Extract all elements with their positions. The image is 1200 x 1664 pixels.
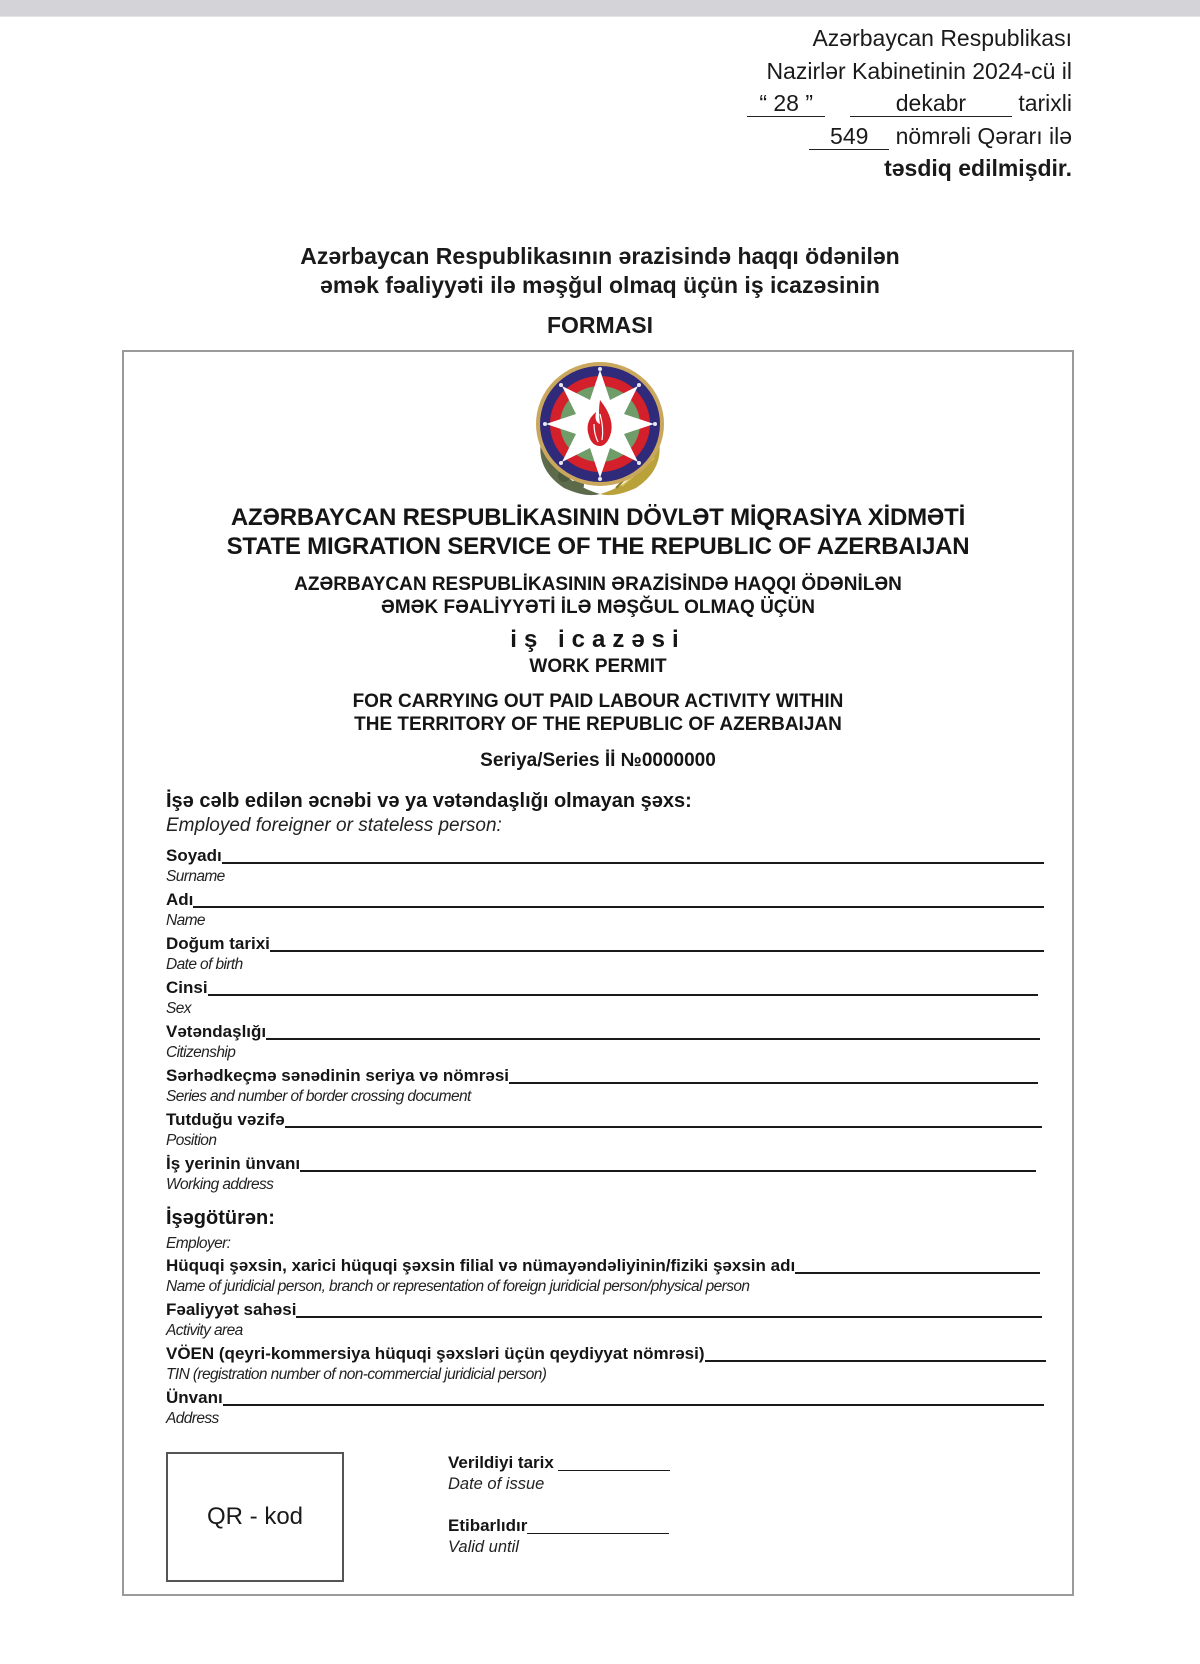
name-sublabel: Name [166, 912, 205, 929]
activity-area-label: Fəaliyyət sahəsi [166, 1300, 297, 1319]
activity-area-field[interactable] [166, 1298, 1042, 1320]
name-input-line[interactable] [193, 905, 1044, 908]
employer-name-field[interactable] [166, 1254, 1040, 1276]
valid-until-input-line[interactable] [527, 1532, 669, 1534]
employee-heading: İşə cəlb edilən əcnəbi və ya vətəndaşlığı olmayan şəxs: [166, 790, 692, 812]
citizenship-input-line[interactable] [266, 1037, 1040, 1040]
surname-label: Soyadı [166, 846, 222, 865]
employer-heading-en: Employer: [166, 1235, 231, 1252]
sex-field[interactable] [166, 976, 1038, 998]
employer-name-input-line[interactable] [795, 1271, 1040, 1274]
series-number: Seriya/Series İİ №0000000 [480, 750, 716, 771]
citizenship-sublabel: Citizenship [166, 1044, 236, 1061]
viewer-top-bar [0, 0, 1200, 17]
position-input-line[interactable] [285, 1125, 1042, 1128]
date-of-birth-field[interactable] [166, 932, 1044, 954]
employer-address-input-line[interactable] [223, 1403, 1044, 1406]
position-field[interactable] [166, 1108, 1042, 1130]
approval-dated-suffix: tarixli [1018, 90, 1072, 116]
approval-block [747, 22, 1072, 185]
document-title-line-2: əmək fəaliyyəti ilə məşğul olmaq üçün iş icazəsinin [320, 272, 880, 298]
name-field[interactable] [166, 888, 1044, 910]
border-document-sublabel: Series and number of border crossing document [166, 1088, 471, 1105]
border-document-field[interactable] [166, 1064, 1038, 1086]
purpose-az-line-1: AZƏRBAYCAN RESPUBLİKASININ ƏRAZİSİNDƏ HAQQI ÖDƏNİLƏN [294, 574, 902, 595]
approval-approved: təsdiq edilmişdir. [884, 155, 1072, 181]
tin-label: VÖEN (qeyri-kommersiya hüquqi şəxsləri üçün qeydiyyat nömrəsi) [166, 1344, 705, 1363]
issue-date-sublabel: Date of issue [448, 1475, 545, 1493]
issue-date-input-line[interactable] [558, 1469, 670, 1471]
employer-heading: İşəgötürən: [166, 1207, 275, 1229]
position-label: Tutduğu vəzifə [166, 1110, 285, 1129]
sex-input-line[interactable] [208, 993, 1038, 996]
working-address-input-line[interactable] [300, 1169, 1036, 1172]
tin-input-line[interactable] [705, 1359, 1046, 1362]
employer-name-label: Hüquqi şəxsin, xarici hüquqi şəxsin filial və nümayəndəliyinin/fiziki şəxsin adı [166, 1256, 796, 1275]
employer-name-sublabel: Name of juridicial person, branch or representation of foreign juridicial person/physical person [166, 1278, 750, 1295]
citizenship-label: Vətəndaşlığı [166, 1022, 267, 1041]
document-title-line-1: Azərbaycan Respublikasının ərazisində haqqı ödənilən [300, 243, 900, 269]
date-of-birth-input-line[interactable] [270, 949, 1044, 952]
purpose-az-line-2: ƏMƏK FƏALİYYƏTİ İLƏ MƏŞĞUL OLMAQ ÜÇÜN [381, 597, 815, 618]
approval-decision-line [747, 120, 1072, 153]
valid-until-field[interactable] [448, 1516, 669, 1536]
approval-line-2: Nazirlər Kabinetinin 2024-cü il [766, 57, 1072, 84]
employee-heading-en: Employed foreigner or stateless person: [166, 815, 502, 836]
date-of-birth-label: Doğum tarixi [166, 934, 270, 953]
valid-until-sublabel: Valid until [448, 1538, 519, 1556]
approval-line-1: Azərbaycan Respublikası [812, 25, 1072, 51]
issuer-name-az: AZƏRBAYCAN RESPUBLİKASININ DÖVLƏT MİQRASİYA XİDMƏTİ [230, 504, 966, 531]
date-of-birth-sublabel: Date of birth [166, 956, 243, 973]
employer-address-sublabel: Address [166, 1410, 219, 1427]
sex-sublabel: Sex [166, 1000, 191, 1017]
form-label: FORMASI [546, 312, 654, 338]
issue-date-label: Verildiyi tarix [448, 1453, 554, 1472]
surname-input-line[interactable] [222, 861, 1044, 864]
approval-month: dekabr [850, 90, 1012, 117]
qr-code-placeholder [166, 1452, 344, 1582]
sex-label: Cinsi [166, 978, 208, 997]
approval-day: “ 28 ” [747, 90, 825, 117]
qr-code-label: QR - kod [206, 1503, 304, 1530]
approval-decision-number: 549 [809, 123, 889, 150]
tin-field[interactable] [166, 1342, 1046, 1364]
purpose-en-line-2: THE TERRITORY OF THE REPUBLIC OF AZERBAIJAN [354, 714, 842, 735]
issuer-name-en: STATE MIGRATION SERVICE OF THE REPUBLIC OF AZERBAIJAN [226, 533, 970, 560]
approval-date-line [747, 87, 1072, 120]
activity-area-input-line[interactable] [296, 1315, 1042, 1318]
working-address-label: İş yerinin ünvanı [166, 1154, 301, 1173]
tin-sublabel: TIN (registration number of non-commercial juridicial person) [166, 1366, 547, 1383]
employer-address-field[interactable] [166, 1386, 1044, 1408]
approval-decision-suffix: nömrəli Qərarı ilə [895, 122, 1072, 149]
purpose-en-line-1: FOR CARRYING OUT PAID LABOUR ACTIVITY WITHIN [352, 691, 844, 712]
permit-title-az: iş icazəsi [510, 626, 686, 653]
working-address-field[interactable] [166, 1152, 1036, 1174]
valid-until-label: Etibarlıdır [448, 1516, 528, 1535]
surname-field[interactable] [166, 844, 1044, 866]
name-label: Adı [166, 890, 194, 909]
activity-area-sublabel: Activity area [166, 1322, 243, 1339]
working-address-sublabel: Working address [166, 1176, 274, 1193]
position-sublabel: Position [166, 1132, 217, 1149]
citizenship-field[interactable] [166, 1020, 1040, 1042]
border-document-input-line[interactable] [509, 1081, 1038, 1084]
document-title [0, 242, 1200, 300]
permit-title-en: WORK PERMIT [529, 656, 667, 677]
surname-sublabel: Surname [166, 868, 225, 885]
employer-address-label: Ünvanı [166, 1388, 223, 1407]
issue-date-field[interactable] [448, 1453, 670, 1473]
border-document-label: Sərhədkeçmə sənədinin seriya və nömrəsi [166, 1066, 510, 1085]
state-emblem-icon [524, 358, 676, 498]
